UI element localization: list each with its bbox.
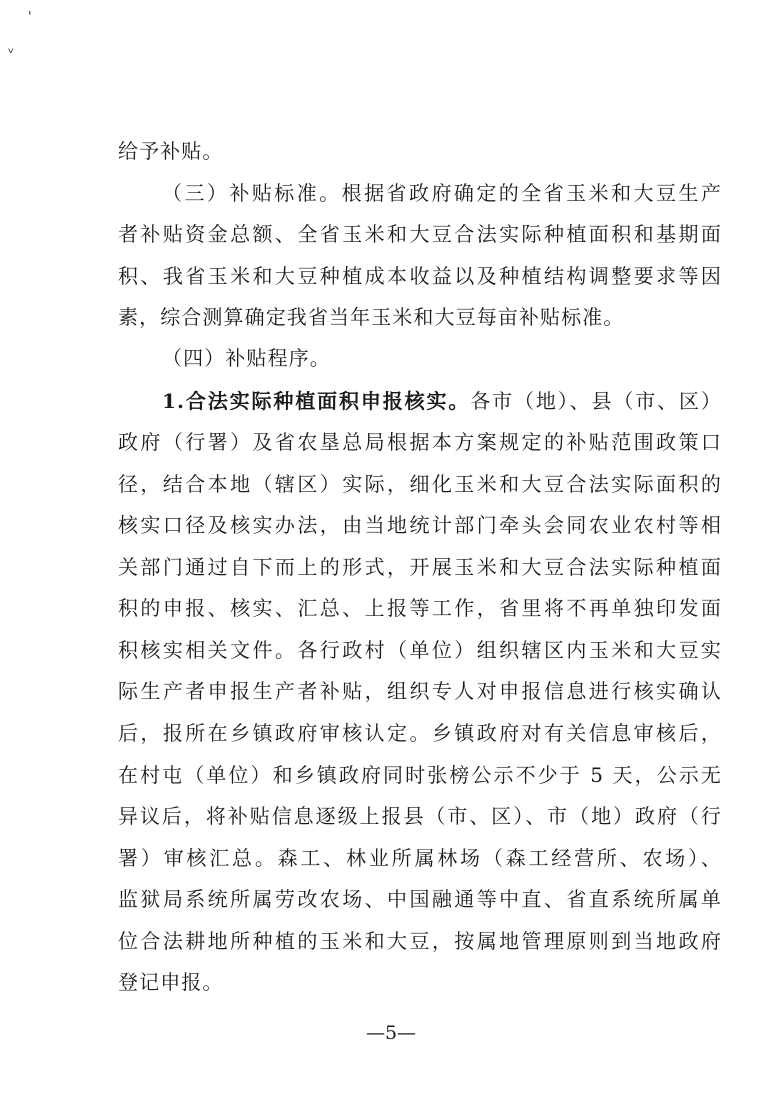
text-line: 署）审核汇总。森工、林业所属林场（森工经营所、农场）、 <box>118 846 722 870</box>
text-line: 异议后，将补贴信息逐级上报县（市、区）、市（地）政府（行 <box>118 804 722 828</box>
text-line: 关部门通过自下而上的形式，开展玉米和大豆合法实际种植面 <box>118 555 722 579</box>
text-line: 积的申报、核实、汇总、上报等工作，省里将不再单独印发面 <box>118 596 722 620</box>
text-line-tail: 各市（地）、县（市、区） <box>470 389 722 413</box>
text-line: 素，综合测算确定我省当年玉米和大豆每亩补贴标准。 <box>118 305 625 329</box>
text-line: 政府（行署）及省农垦总局根据本方案规定的补贴范围政策口 <box>118 430 722 454</box>
margin-mark: ᵛ <box>8 44 15 62</box>
text-line: 给予补贴。 <box>118 139 224 163</box>
page-number: —5— <box>365 1022 417 1044</box>
text-line: 径，结合本地（辖区）实际，细化玉米和大豆合法实际面积的 <box>118 472 722 496</box>
margin-mark: ' <box>28 10 32 25</box>
text-line: 后，报所在乡镇政府审核认定。乡镇政府对有关信息审核后， <box>118 721 722 745</box>
text-line: 登记申报。 <box>118 970 224 994</box>
text-line: 核实口径及核实办法，由当地统计部门牵头会同农业农村等相 <box>118 513 722 537</box>
text-line: 监狱局系统所属劳改农场、中国融通等中直、省直系统所属单 <box>118 887 722 911</box>
subsection-heading-line <box>118 389 722 413</box>
text-line: 积、我省玉米和大豆种植成本收益以及种植结构调整要求等因 <box>118 264 722 288</box>
text-line: 在村屯（单位）和乡镇政府同时张榜公示不少于 5 天，公示无 <box>118 763 722 787</box>
text-line: 位合法耕地所种植的玉米和大豆，按属地管理原则到当地政府 <box>118 929 722 953</box>
text-line: 际生产者申报生产者补贴，组织专人对申报信息进行核实确认 <box>118 679 722 703</box>
section-heading-line: （四）补贴程序。 <box>162 346 331 370</box>
paragraph-start-line: （三）补贴标准。根据省政府确定的全省玉米和大豆生产 <box>162 181 722 205</box>
bold-subheading: 1.合法实际种植面积申报核实。 <box>162 389 471 413</box>
text-line: 积核实相关文件。各行政村（单位）组织辖区内玉米和大豆实 <box>118 638 722 662</box>
text-line: 者补贴资金总额、全省玉米和大豆合法实际种植面积和基期面 <box>118 222 722 246</box>
